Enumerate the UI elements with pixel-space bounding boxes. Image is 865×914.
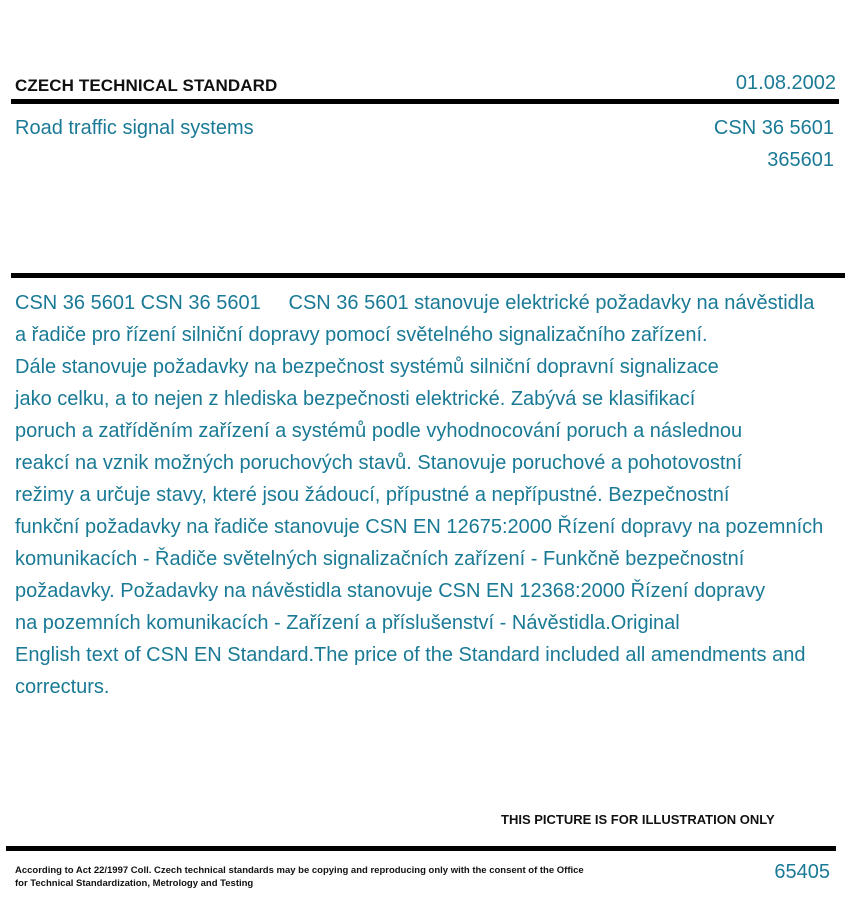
description-line: a řadiče pro řízení silniční dopravy pomocí světelného signalizačního zařízení.: [15, 324, 708, 346]
description-line: English text of CSN EN Standard.The price of the Standard included all amendments and: [15, 644, 806, 666]
legal-notice-line: According to Act 22/1997 Coll. Czech technical standards may be copying and reproducing only with the consent of the Office: [15, 865, 584, 876]
document-date: 01.08.2002: [735, 72, 836, 94]
illustration-note: THIS PICTURE IS FOR ILLUSTRATION ONLY: [501, 812, 775, 827]
description-line: poruch a zatříděním zařízení a systémů podle vyhodnocování poruch a následnou: [15, 420, 743, 442]
legal-notice: [15, 864, 615, 890]
description-line: požadavky. Požadavky na návěstidla stanovuje CSN EN 12368:2000 Řízení dopravy: [15, 580, 766, 602]
description-line: reakcí na vznik možných poruchových stavů. Stanovuje poruchové a pohotovostní: [15, 452, 743, 474]
footer-divider: [6, 846, 836, 851]
footer-code: 65405: [774, 861, 830, 883]
description-line: jako celku, a to nejen z hlediska bezpečnosti elektrické. Zabývá se klasifikací: [15, 388, 696, 410]
body-top-divider: [11, 273, 845, 278]
description-line: Dále stanovuje požadavky na bezpečnost systémů silniční dopravní signalizace: [15, 356, 719, 378]
description-line: komunikacích - Řadiče světelných signalizačních zařízení - Funkčně bezpečnostní: [15, 548, 745, 570]
document-header-label: CZECH TECHNICAL STANDARD: [15, 76, 278, 95]
description-line: na pozemních komunikacích - Zařízení a příslušenství - Návěstidla.Original: [15, 612, 680, 634]
description-line: režimy a určuje stavy, které jsou žádoucí, přípustné a nepřípustné. Bezpečnostní: [15, 484, 730, 506]
legal-notice-line: for Technical Standardization, Metrology and Testing: [15, 878, 254, 889]
standard-number: 365601: [767, 149, 834, 171]
header-divider: [11, 99, 839, 104]
description-line-text: CSN 36 5601 stanovuje elektrické požadavky na návěstidla: [288, 292, 815, 314]
standard-code: CSN 36 5601: [713, 117, 834, 139]
description-line: correcturs.: [15, 676, 110, 698]
description-line-prefix: CSN 36 5601 CSN 36 5601: [15, 292, 289, 314]
description-line: [15, 287, 865, 319]
standard-title: Road traffic signal systems: [15, 117, 254, 139]
standard-description: [15, 287, 865, 703]
description-line: funkční požadavky na řadiče stanovuje CSN EN 12675:2000 Řízení dopravy na pozemních: [15, 516, 824, 538]
